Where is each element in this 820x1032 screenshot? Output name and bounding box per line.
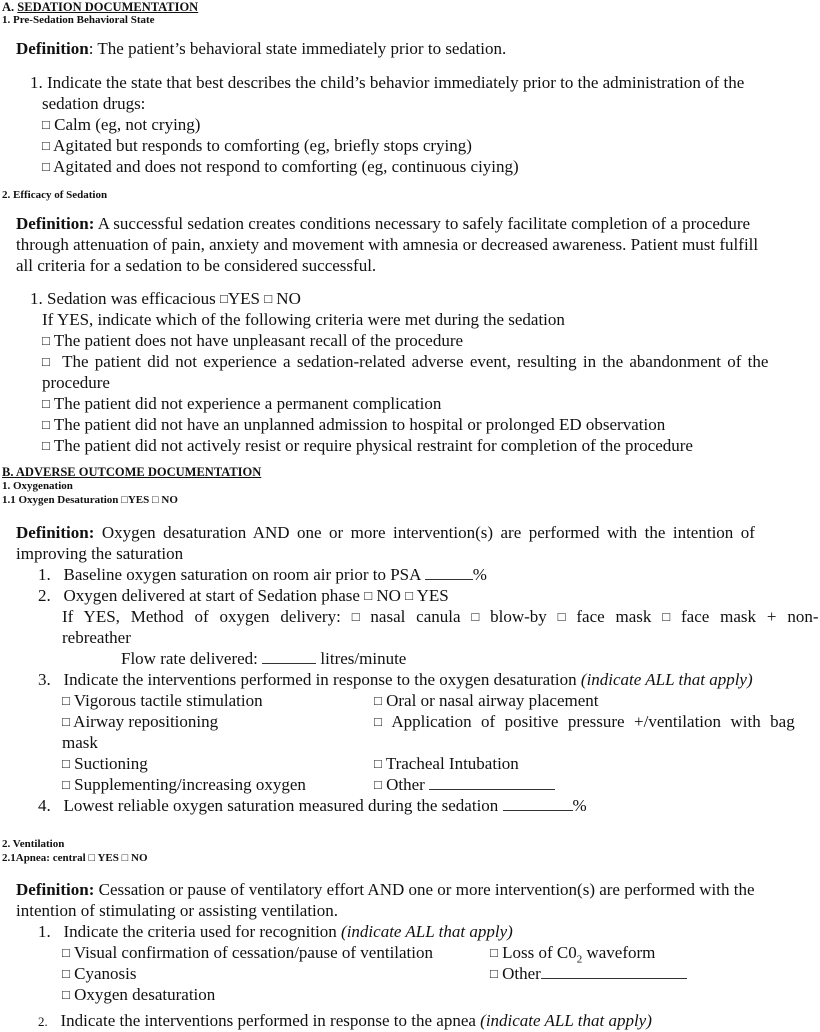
flow-rate-unit: litres/minute xyxy=(320,649,407,668)
checkbox-icon[interactable]: □ xyxy=(374,777,382,792)
definition-text: Oxygen desaturation AND one or more intervention(s) are performed with the intention of xyxy=(94,523,755,542)
oxygenation-definition-line2: improving the saturation xyxy=(16,544,184,563)
checkbox-icon[interactable]: □ xyxy=(374,693,382,708)
definition-text: Cessation or pause of ventilatory effort AND one or more intervention(s) are performed with the xyxy=(94,880,755,899)
criterion-label: Loss of C0 xyxy=(502,943,577,962)
checkbox-icon[interactable]: □ xyxy=(42,354,50,369)
intervention-vigorous-stimulation[interactable] xyxy=(62,690,263,712)
checkbox-icon[interactable]: □ xyxy=(62,714,70,729)
checkbox-icon[interactable]: □ xyxy=(471,609,480,624)
lowest-saturation-item xyxy=(38,795,587,816)
intervention-label: Application of positive pressure +/ventilation with bag xyxy=(391,712,795,731)
item-number: 4. xyxy=(38,796,51,815)
criterion-label-suffix: waveform xyxy=(582,943,656,962)
checkbox-icon[interactable]: □ xyxy=(557,609,566,624)
checkbox-icon[interactable]: □ xyxy=(42,438,50,453)
intervention-label: Oral or nasal airway placement xyxy=(386,691,599,710)
item-text: Indicate the criteria used for recognition xyxy=(63,922,342,941)
item-number: 2. xyxy=(38,586,51,605)
intervention-label: Airway repositioning xyxy=(73,712,219,731)
efficacy-definition-line2: through attenuation of pain, anxiety and movement with amnesia or decreased awareness. Patient must fulfill xyxy=(16,235,759,254)
option-agitated-responds[interactable] xyxy=(42,135,472,157)
option-label: Calm (eg, not crying) xyxy=(54,115,201,134)
criterion-no-admission[interactable] xyxy=(42,414,665,436)
no-label: NO xyxy=(376,586,401,605)
oxygen-method-cont: rebreather xyxy=(62,628,131,647)
item-number: 2. xyxy=(38,1014,48,1029)
checkbox-icon[interactable]: □ xyxy=(42,159,50,174)
baseline-saturation-input[interactable] xyxy=(425,565,473,580)
criterion-loss-co2-waveform[interactable] xyxy=(490,942,655,964)
apnea-interventions-item xyxy=(38,1010,652,1032)
checkbox-icon[interactable]: □ xyxy=(42,333,50,348)
intervention-supplementing-oxygen[interactable] xyxy=(62,774,306,796)
no-label: NO xyxy=(161,494,178,506)
checkbox-icon[interactable]: □ xyxy=(374,756,382,771)
criterion-other[interactable] xyxy=(490,963,687,985)
intervention-suctioning[interactable] xyxy=(62,753,148,775)
item-text: Indicate the interventions performed in response to the oxygen desaturation xyxy=(63,670,581,689)
method-blow-by: blow-by xyxy=(490,607,547,626)
efficacy-question xyxy=(30,288,301,310)
item-number: 1. xyxy=(38,922,51,941)
checkbox-icon[interactable]: □ xyxy=(490,966,498,981)
criterion-label: The patient did not experience a sedation-related adverse event, resulting in the abandonment of the xyxy=(62,352,769,371)
checkbox-icon[interactable]: □ xyxy=(662,609,671,624)
definition-text: : The patient’s behavioral state immediately prior to sedation. xyxy=(88,39,507,58)
intervention-other[interactable] xyxy=(374,774,555,796)
checkbox-icon[interactable]: □ xyxy=(351,609,360,624)
subheading-text: 1.1 Oxygen Desaturation xyxy=(2,494,119,506)
yes-checkbox-icon[interactable]: □ xyxy=(88,852,96,864)
question-number: 1. xyxy=(30,289,43,308)
section-a-letter: A. xyxy=(2,0,18,14)
criterion-label: Cyanosis xyxy=(74,964,137,983)
yes-label: YES xyxy=(127,494,150,506)
criterion-other-input[interactable] xyxy=(541,964,687,979)
intervention-label: Supplementing/increasing oxygen xyxy=(74,775,306,794)
subheading-text: 2.1Apnea: central xyxy=(2,852,86,864)
ventilation-definition-line2: intention of stimulating or assisting ventilation. xyxy=(16,901,339,920)
checkbox-icon[interactable]: □ xyxy=(62,756,70,771)
section-a-heading xyxy=(2,0,198,14)
criterion-label: Other xyxy=(502,964,541,983)
no-label: NO xyxy=(276,289,301,308)
no-checkbox-icon[interactable]: □ xyxy=(121,852,129,864)
intervention-airway-placement[interactable] xyxy=(374,690,599,712)
checkbox-icon[interactable]: □ xyxy=(42,138,50,153)
ventilation-heading: 2. Ventilation xyxy=(2,838,65,850)
ventilation-definition-line1 xyxy=(16,879,755,900)
definition-label: Definition xyxy=(16,39,89,58)
item-text: Indicate the interventions performed in response to the apnea xyxy=(60,1011,481,1030)
criterion-label: The patient did not have an unplanned admission to hospital or prolonged ED observation xyxy=(53,415,666,434)
criterion-label: Visual confirmation of cessation/pause of ventilation xyxy=(73,943,434,962)
oxygenation-heading: 1. Oxygenation xyxy=(2,480,73,492)
option-label: Agitated and does not respond to comforting (eg, continuous ciying) xyxy=(53,157,519,176)
criterion-no-restraint[interactable] xyxy=(42,435,693,457)
criterion-label: The patient does not have unpleasant recall of the procedure xyxy=(53,331,464,350)
item-text: Baseline oxygen saturation on room air prior to PSA xyxy=(63,565,421,584)
checkbox-icon[interactable]: □ xyxy=(62,945,70,960)
definition-label: Definition: xyxy=(16,214,95,233)
oxygenation-definition-line1 xyxy=(16,522,818,543)
no-checkbox-icon[interactable]: □ xyxy=(364,588,373,603)
oxygen-desaturation-heading xyxy=(2,494,178,507)
checkbox-icon[interactable]: □ xyxy=(62,966,70,981)
item-note: (indicate ALL that apply) xyxy=(580,670,753,689)
percent-unit: % xyxy=(472,565,487,584)
item-text: Lowest reliable oxygen saturation measured during the sedation xyxy=(63,796,499,815)
yes-checkbox-icon[interactable]: □ xyxy=(219,291,228,306)
method-face-mask: face mask xyxy=(576,607,652,626)
criterion-visual-confirmation[interactable] xyxy=(62,942,433,964)
option-label: Agitated but responds to comforting (eg, briefly stops crying) xyxy=(53,136,472,155)
item-number: 1. xyxy=(38,565,51,584)
checkbox-icon[interactable]: □ xyxy=(374,714,382,729)
section-a-title: SEDATION DOCUMENTATION xyxy=(17,0,199,14)
intervention-other-input[interactable] xyxy=(429,775,555,790)
item-number: 3. xyxy=(38,670,51,689)
checkbox-icon[interactable]: □ xyxy=(62,987,70,1002)
yes-label: YES xyxy=(227,289,260,308)
option-agitated-no-response[interactable] xyxy=(42,156,519,178)
oxygen-delivered-item xyxy=(38,585,449,607)
oxygen-method-line xyxy=(62,606,818,628)
flow-rate-input[interactable] xyxy=(262,649,316,664)
item-text: Oxygen delivered at start of Sedation phase xyxy=(63,586,360,605)
lowest-saturation-input[interactable] xyxy=(503,796,573,811)
intervention-positive-pressure-cont: mask xyxy=(62,733,98,752)
efficacy-definition-line1 xyxy=(16,213,750,234)
intervention-label: Other xyxy=(386,775,425,794)
percent-unit: % xyxy=(572,796,587,815)
checkbox-icon[interactable]: □ xyxy=(42,117,50,132)
question-number: 1. xyxy=(30,73,43,92)
criterion-no-adverse-event[interactable] xyxy=(42,351,818,373)
efficacy-definition-line3: all criteria for a sedation to be considered successful. xyxy=(16,256,377,275)
intervention-label: Vigorous tactile stimulation xyxy=(73,691,263,710)
question-text: Indicate the state that best describes the child’s behavior immediately prior to the administration of the xyxy=(47,73,745,92)
intervention-positive-pressure[interactable] xyxy=(374,711,795,733)
intervention-tracheal-intubation[interactable] xyxy=(374,753,519,775)
definition-text: A successful sedation creates conditions necessary to safely facilitate completion of a procedure xyxy=(94,214,751,233)
method-face-mask-nonrebreather: face mask + non- xyxy=(681,607,819,626)
no-checkbox-icon[interactable]: □ xyxy=(151,494,159,506)
yes-checkbox-icon[interactable]: □ xyxy=(121,494,128,506)
yes-checkbox-icon[interactable]: □ xyxy=(405,588,413,603)
criterion-label: The patient did not experience a permanent complication xyxy=(53,394,442,413)
interventions-item xyxy=(38,669,753,690)
pre-sedation-heading: 1. Pre-Sedation Behavioral State xyxy=(2,14,155,26)
checkbox-icon[interactable]: □ xyxy=(490,945,498,960)
method-nasal-canula: nasal canula xyxy=(370,607,461,626)
subscript-2: 2 xyxy=(576,953,583,966)
checkbox-icon[interactable]: □ xyxy=(42,417,50,432)
pre-sedation-question xyxy=(30,72,744,93)
criterion-no-adverse-event-cont: procedure xyxy=(42,373,110,392)
yes-label: YES xyxy=(416,586,449,605)
method-prefix: If YES, Method of oxygen delivery: xyxy=(62,607,341,626)
question-text: Sedation was efficacious xyxy=(47,289,216,308)
checkbox-icon[interactable]: □ xyxy=(62,777,70,792)
criterion-cyanosis[interactable] xyxy=(62,963,136,985)
option-calm[interactable] xyxy=(42,114,200,136)
baseline-saturation-item xyxy=(38,564,487,585)
no-label: NO xyxy=(131,852,148,864)
criterion-no-recall[interactable] xyxy=(42,330,463,352)
pre-sedation-question-cont: sedation drugs: xyxy=(42,94,146,113)
efficacy-heading: 2. Efficacy of Sedation xyxy=(2,189,108,201)
criterion-label: The patient did not actively resist or require physical restraint for completion of the procedure xyxy=(53,436,693,455)
criterion-oxygen-desaturation[interactable] xyxy=(62,984,215,1006)
intervention-label: Suctioning xyxy=(74,754,148,773)
checkbox-icon[interactable]: □ xyxy=(42,396,50,411)
apnea-central-heading xyxy=(2,852,148,865)
section-b-heading: B. ADVERSE OUTCOME DOCUMENTATION xyxy=(2,465,262,479)
intervention-label: Tracheal Intubation xyxy=(385,754,519,773)
flow-rate-label: Flow rate delivered: xyxy=(121,649,258,668)
checkbox-icon[interactable]: □ xyxy=(62,693,70,708)
intervention-airway-repositioning[interactable] xyxy=(62,711,218,733)
efficacy-if-yes: If YES, indicate which of the following criteria were met during the sedation xyxy=(42,310,565,329)
item-note: (indicate ALL that apply) xyxy=(480,1011,652,1030)
criterion-label: Oxygen desaturation xyxy=(74,985,216,1004)
pre-sedation-definition xyxy=(16,38,506,59)
criterion-no-permanent-complication[interactable] xyxy=(42,393,441,415)
yes-label: YES xyxy=(97,852,119,864)
definition-label: Definition: xyxy=(16,523,95,542)
no-checkbox-icon[interactable]: □ xyxy=(264,291,273,306)
recognition-criteria-item xyxy=(38,921,513,942)
item-note: (indicate ALL that apply) xyxy=(341,922,513,941)
flow-rate-line xyxy=(121,648,406,669)
definition-label: Definition: xyxy=(16,880,95,899)
